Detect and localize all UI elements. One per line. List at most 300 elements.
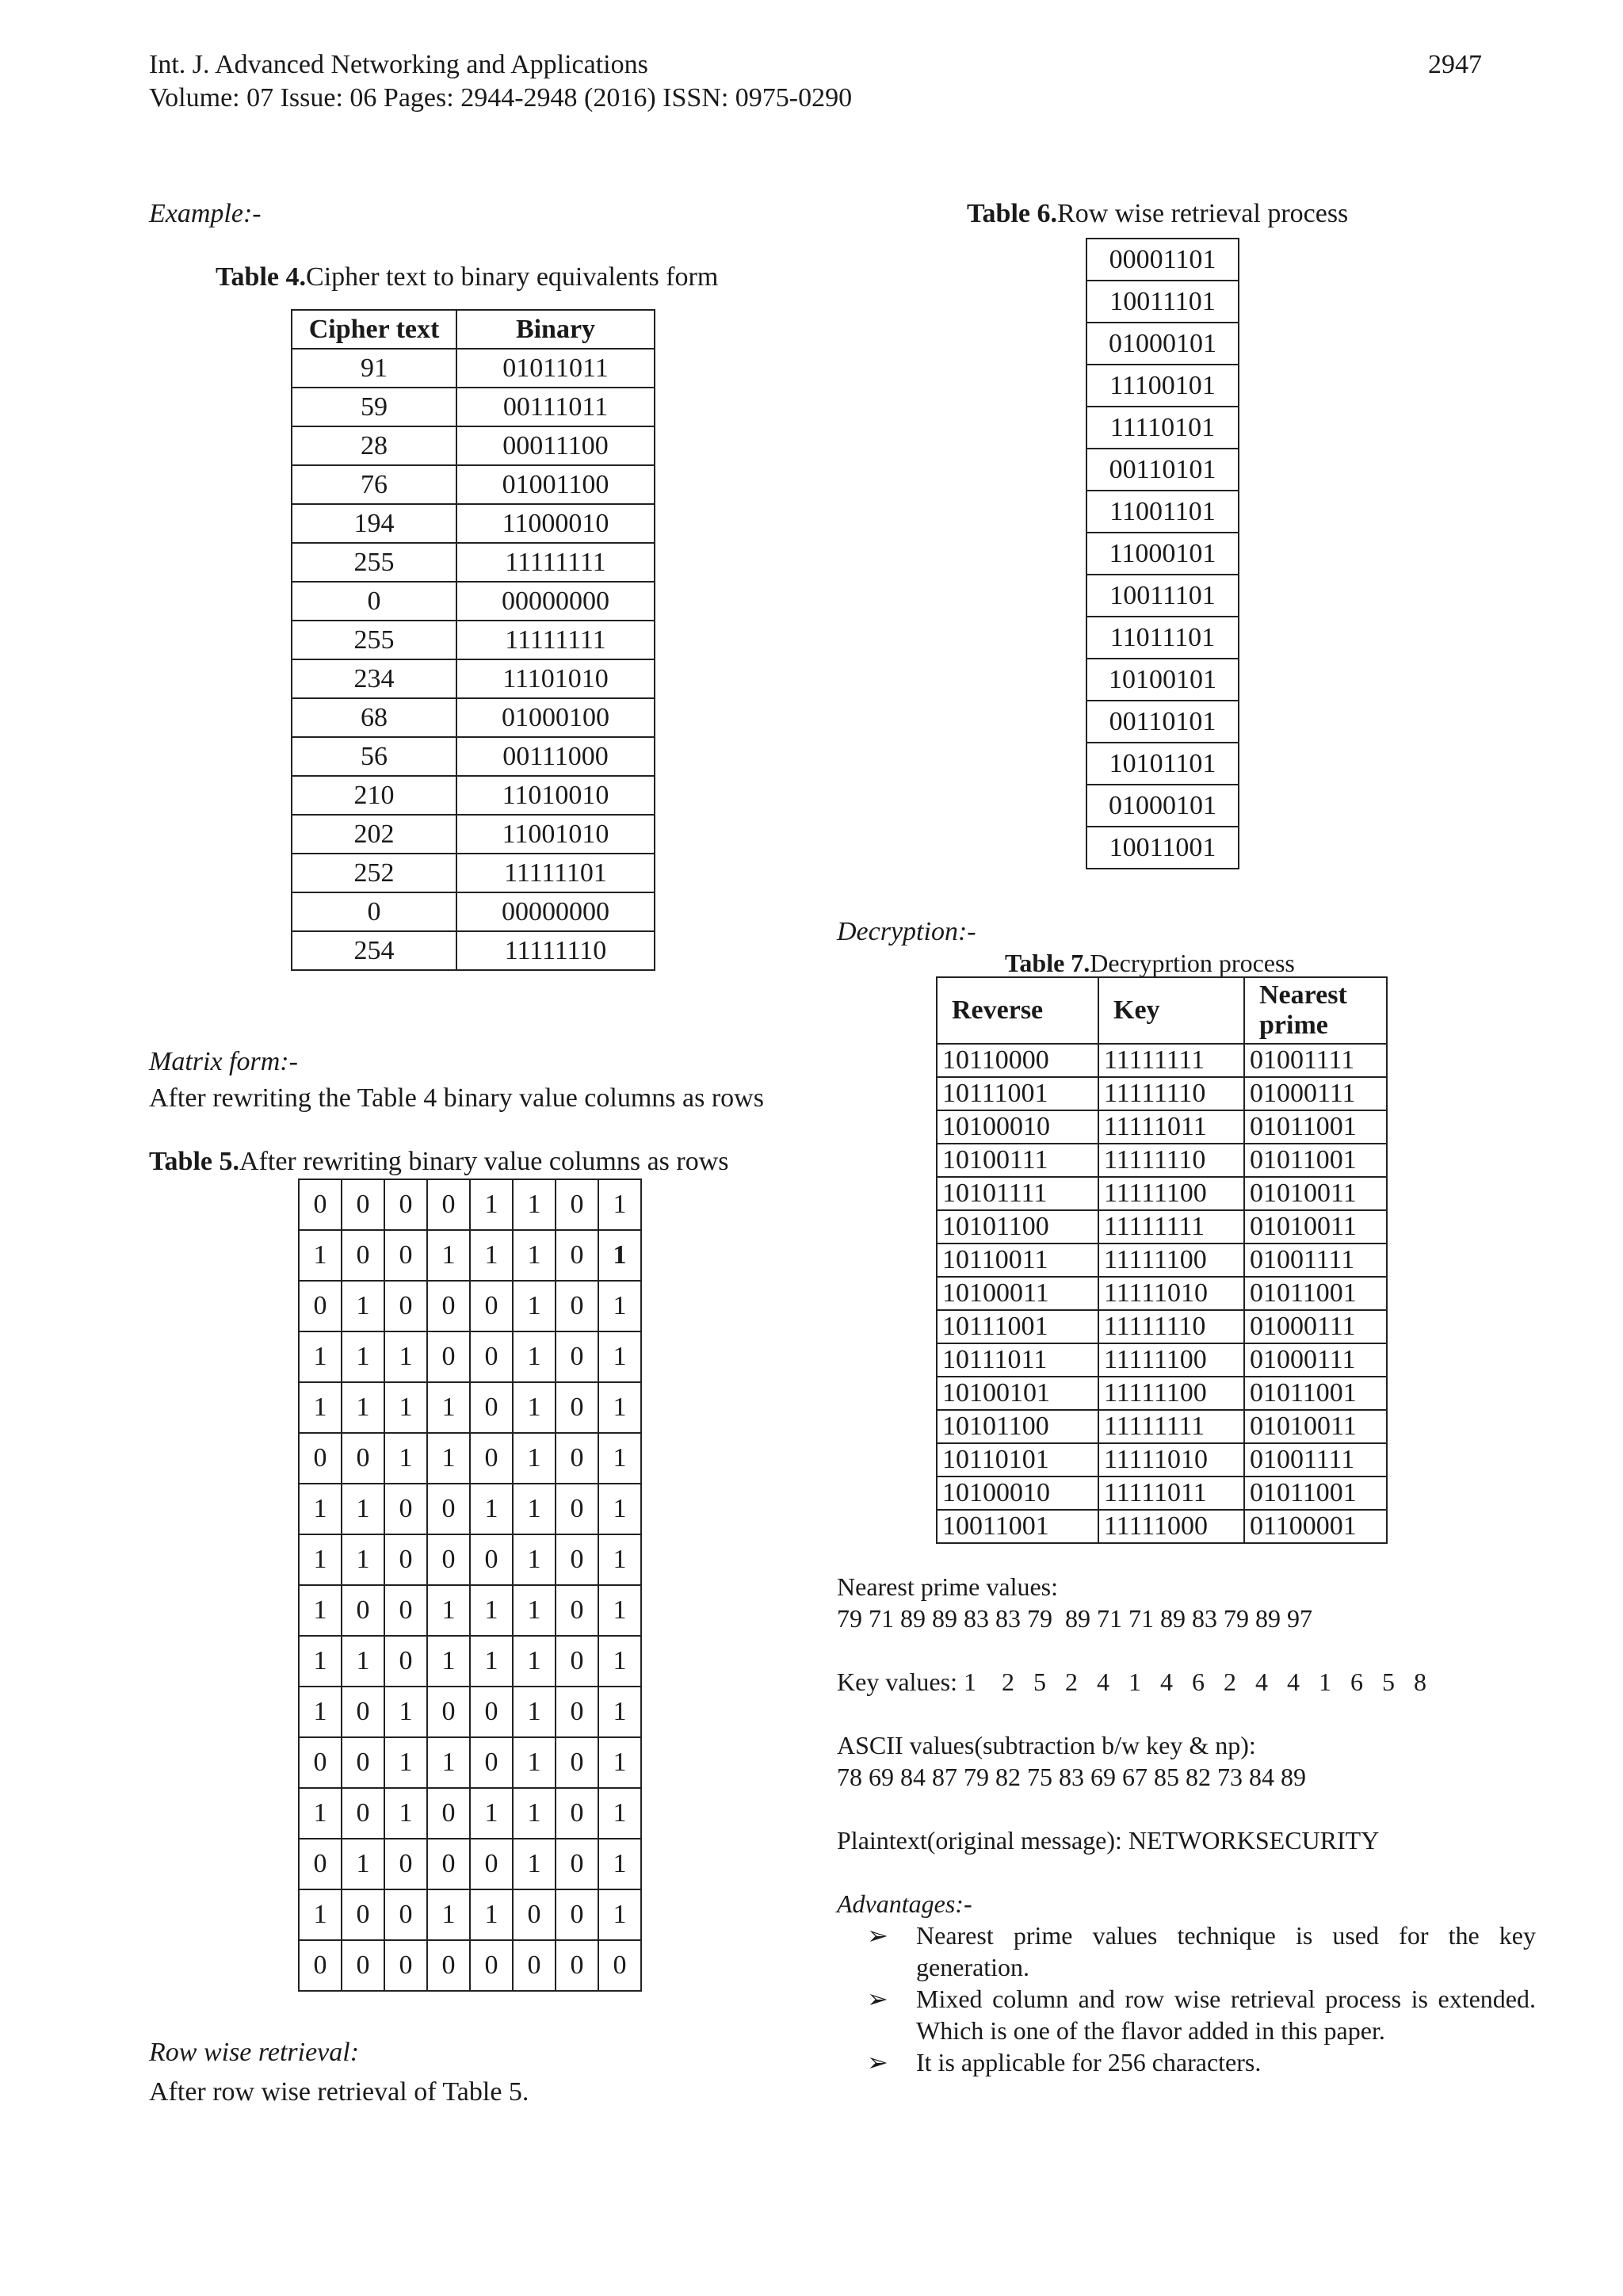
table7-row <box>937 1443 1387 1477</box>
table7-cell: 10110000 <box>937 1044 1098 1077</box>
advantage-item <box>837 2046 1536 2078</box>
table7-row <box>937 1310 1387 1343</box>
table5-cell: 0 <box>556 1889 598 1940</box>
table6-row <box>1086 743 1239 785</box>
nearest-prime-values: 79 71 89 89 83 83 79 89 71 71 89 83 79 89 97 <box>837 1604 1312 1633</box>
row-wise-label: Row wise retrieval: <box>149 2038 360 2067</box>
table7-cell: 11111100 <box>1098 1343 1244 1377</box>
table5-cell: 1 <box>342 1331 384 1382</box>
table5-cell: 1 <box>598 1687 641 1737</box>
table4-cell: 56 <box>292 737 456 776</box>
table4-header-binary: Binary <box>456 310 655 349</box>
table5-cell: 1 <box>598 1636 641 1687</box>
table5-row <box>299 1839 641 1889</box>
table4-cell: 00000000 <box>456 892 655 931</box>
table5-cell: 0 <box>556 1534 598 1585</box>
table5-cell: 1 <box>427 1230 470 1281</box>
table5-cell: 1 <box>299 1788 342 1839</box>
table6-cell: 10011001 <box>1086 827 1239 869</box>
table7-header-reverse: Reverse <box>937 977 1098 1044</box>
table7-cell: 01000111 <box>1244 1343 1387 1377</box>
table7-cell: 10100010 <box>937 1477 1098 1510</box>
table6-row <box>1086 575 1239 617</box>
table5-cell: 1 <box>470 1585 513 1636</box>
table7-row <box>937 1244 1387 1277</box>
table6 <box>1086 238 1239 869</box>
table7-cell: 01001111 <box>1244 1443 1387 1477</box>
table5-cell: 1 <box>470 1484 513 1534</box>
table5-cell: 1 <box>427 1889 470 1940</box>
table5-cell: 1 <box>299 1534 342 1585</box>
table5-cell: 1 <box>342 1534 384 1585</box>
table7-header-nearest-prime: Nearest prime <box>1244 977 1387 1044</box>
table6-row <box>1086 407 1239 449</box>
advantages-list <box>837 1920 1536 2078</box>
table6-cell: 11000101 <box>1086 533 1239 575</box>
table5-cell: 1 <box>513 1839 556 1889</box>
table5-cell: 1 <box>342 1281 384 1331</box>
table5-cell: 0 <box>556 1382 598 1433</box>
table4-cell: 0 <box>292 892 456 931</box>
table7-cell: 11111110 <box>1098 1144 1244 1177</box>
table7-cell: 10111011 <box>937 1343 1098 1377</box>
matrix-text: After rewriting the Table 4 binary value columns as rows <box>149 1083 764 1113</box>
table6-cell: 01000101 <box>1086 785 1239 827</box>
table5-row <box>299 1484 641 1534</box>
table6-cell: 11110101 <box>1086 407 1239 449</box>
table7-row <box>937 1343 1387 1377</box>
table5-cell: 1 <box>513 1433 556 1484</box>
table5-cell: 0 <box>384 1484 427 1534</box>
table5-cell: 0 <box>427 1788 470 1839</box>
table7-cell: 01011001 <box>1244 1277 1387 1310</box>
table5-row <box>299 1433 641 1484</box>
table7-cell: 10100010 <box>937 1110 1098 1144</box>
table5-cell: 0 <box>427 1534 470 1585</box>
table5-cell: 0 <box>470 1687 513 1737</box>
table5-cell: 0 <box>556 1179 598 1230</box>
table7-cell: 10111001 <box>937 1310 1098 1343</box>
table5-cell: 1 <box>598 1331 641 1382</box>
table7-cell: 01000111 <box>1244 1310 1387 1343</box>
table5-cell: 1 <box>384 1788 427 1839</box>
table6-cell: 10101101 <box>1086 743 1239 785</box>
table5-cell: 1 <box>299 1687 342 1737</box>
table5-cell: 0 <box>427 1839 470 1889</box>
table7-cell: 10100101 <box>937 1377 1098 1410</box>
table4-cell: 59 <box>292 388 456 426</box>
table7-cell: 10101100 <box>937 1410 1098 1443</box>
table5-cell: 0 <box>556 1331 598 1382</box>
table5-cell: 1 <box>299 1484 342 1534</box>
table5-cell: 0 <box>299 1179 342 1230</box>
table4-cell: 0 <box>292 582 456 621</box>
table5-cell: 0 <box>556 1433 598 1484</box>
table7-header-key: Key <box>1098 977 1244 1044</box>
table5-cell: 0 <box>342 1889 384 1940</box>
table5-cell: 1 <box>342 1382 384 1433</box>
table4-cell: 11111101 <box>456 854 655 892</box>
table5-cell: 0 <box>470 1331 513 1382</box>
volume-info: Volume: 07 Issue: 06 Pages: 2944-2948 (2016) ISSN: 0975-0290 <box>149 83 853 113</box>
table4-row <box>292 854 655 892</box>
table5-cell: 0 <box>299 1737 342 1788</box>
table5-cell: 0 <box>342 1230 384 1281</box>
table5-row <box>299 1331 641 1382</box>
table5-cell: 0 <box>556 1484 598 1534</box>
table5-cell: 1 <box>299 1636 342 1687</box>
table6-cell: 00001101 <box>1086 239 1239 281</box>
table6-cell: 00110101 <box>1086 449 1239 491</box>
page-number: 2947 <box>1428 50 1482 79</box>
table5-cell: 0 <box>470 1281 513 1331</box>
table5-row <box>299 1585 641 1636</box>
table4-row <box>292 621 655 659</box>
table4-cell: 91 <box>292 349 456 388</box>
table5-cell: 1 <box>513 1230 556 1281</box>
table4-cell: 01000100 <box>456 698 655 737</box>
table4-caption-label: Table 4. <box>216 262 307 292</box>
table4-row <box>292 931 655 970</box>
table7-cell: 10110101 <box>937 1443 1098 1477</box>
table4-row <box>292 698 655 737</box>
table5-cell: 1 <box>513 1737 556 1788</box>
table5-cell: 1 <box>598 1382 641 1433</box>
table5-cell: 0 <box>427 1940 470 1991</box>
table5-row <box>299 1788 641 1839</box>
table4-body <box>292 349 655 970</box>
table5-cell: 0 <box>384 1636 427 1687</box>
table5-cell: 1 <box>384 1737 427 1788</box>
table5-cell: 1 <box>598 1737 641 1788</box>
table5-cell: 1 <box>470 1179 513 1230</box>
table5-cell: 0 <box>470 1433 513 1484</box>
table4-caption-text: Cipher text to binary equivalents form <box>306 262 719 292</box>
table5-cell: 0 <box>299 1433 342 1484</box>
table7-cell: 01000111 <box>1244 1077 1387 1110</box>
table5-row <box>299 1230 641 1281</box>
table7-cell: 01011001 <box>1244 1110 1387 1144</box>
table7-row <box>937 1377 1387 1410</box>
table4-row <box>292 543 655 582</box>
table4-row <box>292 737 655 776</box>
table5-cell: 0 <box>342 1179 384 1230</box>
table4-cell: 11000010 <box>456 504 655 543</box>
table4-row <box>292 582 655 621</box>
table6-caption-label: Table 6. <box>967 199 1058 228</box>
table4-caption <box>216 262 718 293</box>
table6-row <box>1086 701 1239 743</box>
nearest-prime-label: Nearest prime values: <box>837 1572 1058 1601</box>
table7-cell: 11111111 <box>1098 1210 1244 1244</box>
table4-header-cipher: Cipher text <box>292 310 456 349</box>
table5-cell: 1 <box>384 1433 427 1484</box>
table4-cell: 11111111 <box>456 621 655 659</box>
ascii-values: 78 69 84 87 79 82 75 83 69 67 85 82 73 84 89 <box>837 1763 1306 1791</box>
table5-cell: 0 <box>384 1179 427 1230</box>
table7-row <box>937 1477 1387 1510</box>
table7-row <box>937 1110 1387 1144</box>
table6-cell: 01000101 <box>1086 323 1239 365</box>
table4-cell: 252 <box>292 854 456 892</box>
table5-cell: 0 <box>384 1230 427 1281</box>
table5 <box>298 1179 642 1992</box>
table4-row <box>292 388 655 426</box>
table7-cell: 11111110 <box>1098 1310 1244 1343</box>
table6-row <box>1086 323 1239 365</box>
table7-row <box>937 1177 1387 1210</box>
table7-cell: 11111011 <box>1098 1477 1244 1510</box>
advantages-label: Advantages:- <box>837 1889 972 1918</box>
table5-cell: 1 <box>299 1230 342 1281</box>
table5-cell: 1 <box>598 1585 641 1636</box>
table6-cell: 11011101 <box>1086 617 1239 659</box>
table5-cell: 1 <box>598 1230 641 1281</box>
table4-cell: 254 <box>292 931 456 970</box>
table4-cell: 11001010 <box>456 815 655 854</box>
table4-cell: 28 <box>292 426 456 465</box>
table5-cell: 0 <box>556 1636 598 1687</box>
table4-cell: 11010010 <box>456 776 655 815</box>
table4-cell: 00111000 <box>456 737 655 776</box>
table5-cell: 0 <box>470 1737 513 1788</box>
table5-row <box>299 1889 641 1940</box>
table5-cell: 1 <box>513 1636 556 1687</box>
table5-cell: 0 <box>299 1281 342 1331</box>
table4-cell: 00011100 <box>456 426 655 465</box>
table5-cell: 1 <box>299 1889 342 1940</box>
table5-cell: 0 <box>384 1534 427 1585</box>
table5-cell: 0 <box>427 1484 470 1534</box>
table7-cell: 10100011 <box>937 1277 1098 1310</box>
table4-cell: 68 <box>292 698 456 737</box>
table7-cell: 10100111 <box>937 1144 1098 1177</box>
table4-cell: 01011011 <box>456 349 655 388</box>
table5-cell: 1 <box>427 1382 470 1433</box>
table5-cell: 1 <box>513 1484 556 1534</box>
table7-row <box>937 1410 1387 1443</box>
table5-cell: 0 <box>513 1889 556 1940</box>
table7-row <box>937 1144 1387 1177</box>
table7-cell: 10111001 <box>937 1077 1098 1110</box>
table7-cell: 01010011 <box>1244 1210 1387 1244</box>
table7-cell: 11111100 <box>1098 1177 1244 1210</box>
table5-cell: 1 <box>384 1331 427 1382</box>
arrow-bullet-icon: ➢ <box>867 1921 888 1950</box>
table5-cell: 1 <box>470 1889 513 1940</box>
table5-cell: 1 <box>598 1484 641 1534</box>
table7-cell: 11111010 <box>1098 1277 1244 1310</box>
table6-cell: 10011101 <box>1086 575 1239 617</box>
table5-cell: 1 <box>299 1331 342 1382</box>
table5-cell: 0 <box>470 1534 513 1585</box>
table5-cell: 1 <box>470 1230 513 1281</box>
table7-caption-text: Decryprtion process <box>1090 949 1295 977</box>
table5-row <box>299 1636 641 1687</box>
table5-cell: 1 <box>513 1382 556 1433</box>
table4-cell: 194 <box>292 504 456 543</box>
table5-cell: 1 <box>598 1281 641 1331</box>
arrow-bullet-icon: ➢ <box>867 1985 888 2013</box>
table7-cell: 01011001 <box>1244 1144 1387 1177</box>
table5-row <box>299 1534 641 1585</box>
table4-cell: 255 <box>292 543 456 582</box>
table5-caption <box>149 1146 729 1178</box>
table5-cell: 0 <box>384 1940 427 1991</box>
plaintext: Plaintext(original message): NETWORKSECURITY <box>837 1826 1380 1855</box>
table5-cell: 0 <box>342 1737 384 1788</box>
table5-row <box>299 1687 641 1737</box>
table4-row <box>292 776 655 815</box>
table7-cell: 11111000 <box>1098 1510 1244 1543</box>
table5-row <box>299 1382 641 1433</box>
decryption-label: Decryption:- <box>837 917 976 946</box>
table5-cell: 0 <box>427 1687 470 1737</box>
table5-cell: 1 <box>342 1484 384 1534</box>
table6-cell: 00110101 <box>1086 701 1239 743</box>
table5-cell: 1 <box>513 1534 556 1585</box>
table5-cell: 1 <box>384 1382 427 1433</box>
table5-cell: 0 <box>384 1281 427 1331</box>
table7-cell: 11111010 <box>1098 1443 1244 1477</box>
table5-caption-text: After rewriting binary value columns as rows <box>239 1147 729 1176</box>
table4-cell: 255 <box>292 621 456 659</box>
table7-cell: 10101100 <box>937 1210 1098 1244</box>
table5-cell: 1 <box>598 1433 641 1484</box>
table6-row <box>1086 365 1239 407</box>
table6-caption-text: Row wise retrieval process <box>1057 199 1349 228</box>
table7-cell: 11111111 <box>1098 1044 1244 1077</box>
advantage-text: Mixed column and row wise retrieval process is extended. Which is one of the flavor added in this paper. <box>916 1985 1536 2045</box>
advantage-text: It is applicable for 256 characters. <box>916 2048 1262 2076</box>
table5-cell: 1 <box>598 1788 641 1839</box>
table6-row <box>1086 785 1239 827</box>
table5-cell: 0 <box>427 1179 470 1230</box>
table5-cell: 0 <box>556 1940 598 1991</box>
table7 <box>936 976 1388 1544</box>
table5-cell: 0 <box>342 1585 384 1636</box>
table7-cell: 11111100 <box>1098 1377 1244 1410</box>
table7-row <box>937 1077 1387 1110</box>
table5-body <box>299 1179 641 1991</box>
table7-cell: 10110011 <box>937 1244 1098 1277</box>
table5-cell: 1 <box>598 1889 641 1940</box>
table6-cell: 11100101 <box>1086 365 1239 407</box>
table5-cell: 1 <box>299 1585 342 1636</box>
table5-cell: 1 <box>470 1636 513 1687</box>
table7-cell: 11111111 <box>1098 1410 1244 1443</box>
journal-title: Int. J. Advanced Networking and Applications <box>149 50 648 79</box>
table5-cell: 0 <box>470 1839 513 1889</box>
advantage-text: Nearest prime values technique is used for the key generation. <box>916 1921 1536 1981</box>
table5-cell: 0 <box>299 1839 342 1889</box>
table5-cell: 1 <box>427 1636 470 1687</box>
table5-cell: 0 <box>384 1889 427 1940</box>
table5-cell: 0 <box>556 1585 598 1636</box>
table4 <box>291 309 655 971</box>
table4-cell: 234 <box>292 659 456 698</box>
table5-row <box>299 1737 641 1788</box>
ascii-label: ASCII values(subtraction b/w key & np): <box>837 1731 1256 1759</box>
table7-cell: 01001111 <box>1244 1244 1387 1277</box>
table5-cell: 0 <box>556 1281 598 1331</box>
table4-row <box>292 426 655 465</box>
table6-row <box>1086 449 1239 491</box>
table4-cell: 202 <box>292 815 456 854</box>
table5-row <box>299 1281 641 1331</box>
key-values: Key values: 1 2 5 2 4 1 4 6 2 4 4 1 6 5 8 <box>837 1668 1426 1696</box>
table5-caption-label: Table 5. <box>149 1147 240 1176</box>
table7-cell: 01010011 <box>1244 1177 1387 1210</box>
table5-cell: 1 <box>342 1636 384 1687</box>
table5-cell: 0 <box>470 1382 513 1433</box>
table7-cell: 11111110 <box>1098 1077 1244 1110</box>
table5-cell: 0 <box>598 1940 641 1991</box>
table6-cell: 11001101 <box>1086 491 1239 533</box>
table5-cell: 0 <box>384 1839 427 1889</box>
table7-cell: 01010011 <box>1244 1410 1387 1443</box>
row-wise-text: After row wise retrieval of Table 5. <box>149 2077 529 2107</box>
table5-cell: 1 <box>299 1382 342 1433</box>
table7-body <box>937 1044 1387 1543</box>
table5-cell: 1 <box>598 1179 641 1230</box>
table7-cell: 01011001 <box>1244 1477 1387 1510</box>
table5-cell: 0 <box>513 1940 556 1991</box>
table7-row <box>937 1210 1387 1244</box>
table5-row <box>299 1179 641 1230</box>
table5-cell: 1 <box>342 1839 384 1889</box>
table5-cell: 1 <box>513 1281 556 1331</box>
table5-cell: 1 <box>598 1839 641 1889</box>
table5-cell: 0 <box>556 1230 598 1281</box>
table7-cell: 10101111 <box>937 1177 1098 1210</box>
table4-cell: 76 <box>292 465 456 504</box>
table6-row <box>1086 533 1239 575</box>
table6-row <box>1086 617 1239 659</box>
table4-row <box>292 815 655 854</box>
table7-row <box>937 1277 1387 1310</box>
table7-caption-label: Table 7. <box>1005 949 1090 977</box>
table5-cell: 0 <box>470 1940 513 1991</box>
table5-cell: 1 <box>513 1788 556 1839</box>
table7-cell: 11111011 <box>1098 1110 1244 1144</box>
table4-cell: 11111111 <box>456 543 655 582</box>
table4-row <box>292 349 655 388</box>
table7-cell: 10011001 <box>937 1510 1098 1543</box>
table5-cell: 1 <box>427 1433 470 1484</box>
table5-cell: 0 <box>342 1788 384 1839</box>
table5-cell: 0 <box>556 1687 598 1737</box>
table5-cell: 0 <box>556 1737 598 1788</box>
table4-row <box>292 465 655 504</box>
table6-caption <box>967 198 1348 230</box>
table5-cell: 1 <box>513 1179 556 1230</box>
table5-cell: 0 <box>299 1940 342 1991</box>
table4-cell: 00111011 <box>456 388 655 426</box>
table7-cell: 01100001 <box>1244 1510 1387 1543</box>
table7-caption <box>1005 947 1295 979</box>
table5-cell: 0 <box>427 1281 470 1331</box>
table6-cell: 10100101 <box>1086 659 1239 701</box>
table4-cell: 11111110 <box>456 931 655 970</box>
table6-row <box>1086 827 1239 869</box>
table7-cell: 11111100 <box>1098 1244 1244 1277</box>
arrow-bullet-icon: ➢ <box>867 2048 888 2076</box>
table7-row <box>937 1044 1387 1077</box>
table6-row <box>1086 239 1239 281</box>
table5-cell: 1 <box>598 1534 641 1585</box>
table4-row <box>292 892 655 931</box>
